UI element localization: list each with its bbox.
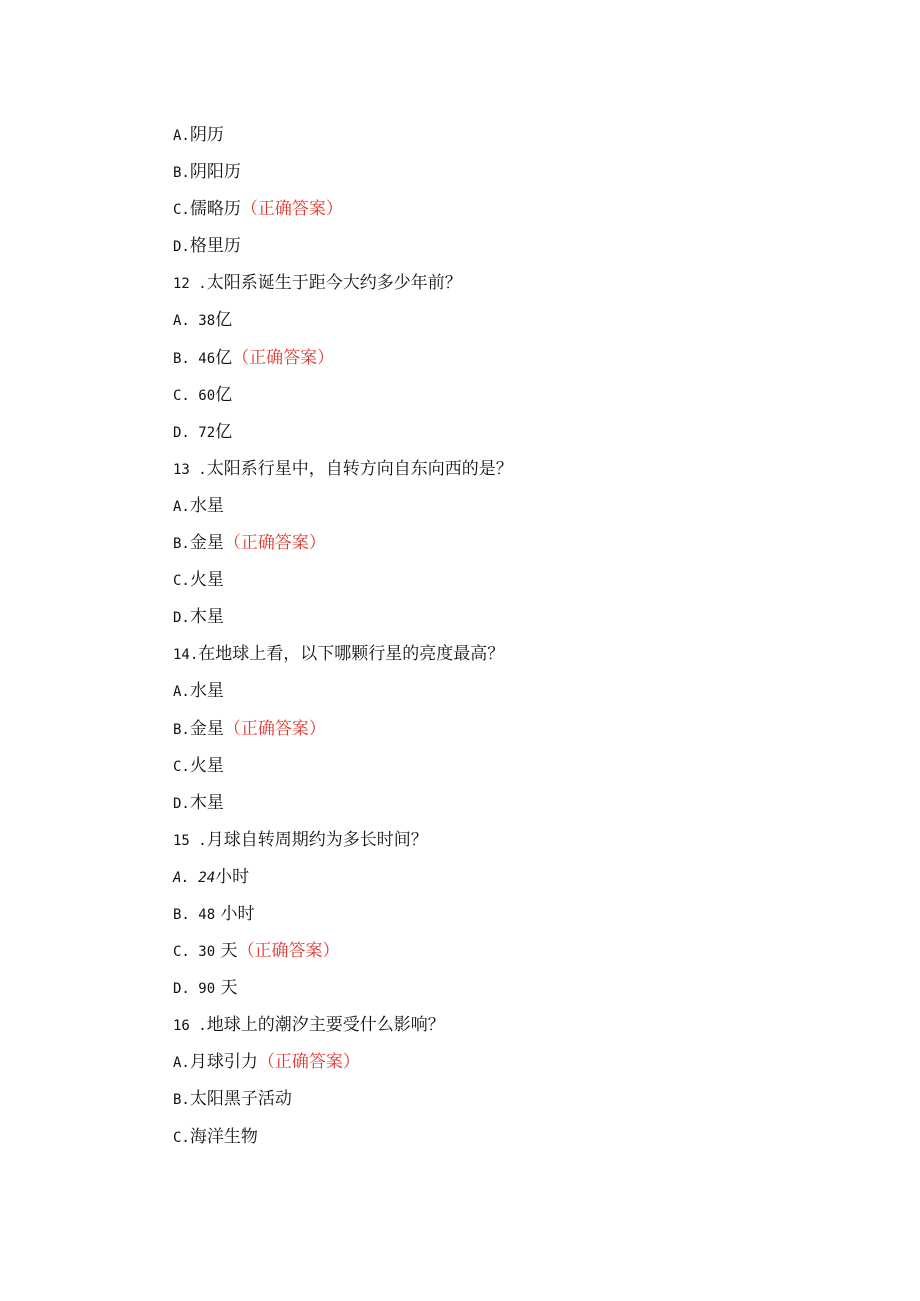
option-line	[173, 121, 813, 158]
question-number: 12 .	[173, 276, 207, 293]
option-text: 太阳黑子活动	[189, 1089, 292, 1110]
question-number: 16 .	[173, 1018, 207, 1035]
option-prefix: C.	[173, 573, 190, 590]
option-line	[173, 677, 813, 714]
question-text: 太阳系诞生于距今大约多少年前？	[206, 273, 462, 294]
option-text: 木星	[189, 607, 224, 628]
option-text: 月球引力	[189, 1052, 258, 1073]
option-line	[173, 603, 813, 640]
option-text: 海洋生物	[189, 1126, 258, 1147]
question-line	[173, 455, 813, 492]
option-line	[173, 232, 813, 269]
question-text: 在地球上看，以下哪颗行星的亮度最高？	[198, 644, 505, 665]
option-text: 木星	[189, 792, 224, 813]
option-prefix: A. 38	[173, 313, 216, 330]
option-text: 天	[215, 941, 238, 962]
correct-answer-mark: （正确答案）	[237, 941, 340, 962]
option-prefix: C. 60	[173, 387, 216, 404]
option-line	[173, 418, 813, 455]
option-prefix: A.	[173, 128, 190, 144]
option-prefix: D.	[173, 795, 190, 812]
option-prefix: B.	[173, 536, 190, 553]
option-line	[173, 344, 813, 381]
option-text: 金星	[189, 718, 224, 739]
option-line	[173, 715, 813, 752]
option-text: 阴阳历	[189, 162, 241, 183]
option-text: 金星	[189, 533, 224, 554]
option-text: 火星	[189, 755, 224, 776]
option-line	[173, 863, 813, 900]
question-line	[173, 640, 813, 677]
option-text: 水星	[189, 681, 224, 702]
option-line	[173, 1048, 813, 1085]
option-line	[173, 1085, 813, 1122]
option-line	[173, 381, 813, 418]
question-line	[173, 826, 813, 863]
option-prefix: B.	[173, 165, 190, 182]
option-text: 亿	[215, 347, 233, 368]
option-prefix: C.	[173, 758, 190, 775]
question-number: 15 .	[173, 832, 207, 849]
option-text: 小时	[215, 866, 250, 887]
question-text: 地球上的潮汐主要受什么影响？	[206, 1015, 445, 1036]
correct-answer-mark: （正确答案）	[232, 347, 335, 368]
quiz-content	[173, 121, 813, 1160]
option-text: 亿	[215, 310, 233, 331]
option-prefix: D. 90	[173, 981, 216, 998]
option-line	[173, 529, 813, 566]
option-prefix: D. 72	[173, 424, 216, 441]
option-line	[173, 306, 813, 343]
option-prefix: B. 48	[173, 906, 216, 923]
option-line	[173, 195, 813, 232]
option-prefix: A.	[173, 684, 190, 701]
option-prefix: D.	[173, 610, 190, 627]
option-text: 水星	[189, 495, 224, 516]
option-prefix: A.	[173, 498, 190, 515]
option-text: 天	[215, 978, 238, 999]
option-prefix: C. 30	[173, 944, 216, 961]
option-text: 亿	[215, 421, 233, 442]
correct-answer-mark: （正确答案）	[223, 718, 326, 739]
option-prefix: B. 46	[173, 350, 216, 367]
option-prefix: D.	[173, 239, 190, 256]
correct-answer-mark: （正确答案）	[223, 533, 326, 554]
option-line	[173, 158, 813, 195]
option-prefix: B.	[173, 721, 190, 738]
option-text: 火星	[189, 570, 224, 591]
option-line	[173, 492, 813, 529]
option-prefix: A. 24	[173, 869, 216, 886]
option-prefix: B.	[173, 1092, 190, 1109]
option-line	[173, 789, 813, 826]
option-text: 儒略历	[189, 199, 241, 220]
option-text: 小时	[215, 903, 255, 924]
correct-answer-mark: （正确答案）	[257, 1052, 360, 1073]
option-line	[173, 937, 813, 974]
question-line	[173, 269, 813, 306]
option-text: 阴历	[189, 125, 224, 145]
correct-answer-mark: （正确答案）	[240, 199, 343, 220]
question-number: 14.	[173, 647, 199, 664]
question-number: 13 .	[173, 461, 207, 478]
option-prefix: A.	[173, 1055, 190, 1072]
option-line	[173, 974, 813, 1011]
question-line	[173, 1011, 813, 1048]
option-line	[173, 900, 813, 937]
option-text: 格里历	[189, 236, 241, 257]
option-line	[173, 1123, 813, 1160]
option-line	[173, 566, 813, 603]
option-prefix: C.	[173, 202, 190, 219]
question-text: 太阳系行星中，自转方向自东向西的是？	[206, 458, 513, 479]
option-prefix: C.	[173, 1129, 190, 1146]
question-text: 月球自转周期约为多长时间？	[206, 829, 428, 850]
option-line	[173, 752, 813, 789]
option-text: 亿	[215, 384, 233, 405]
